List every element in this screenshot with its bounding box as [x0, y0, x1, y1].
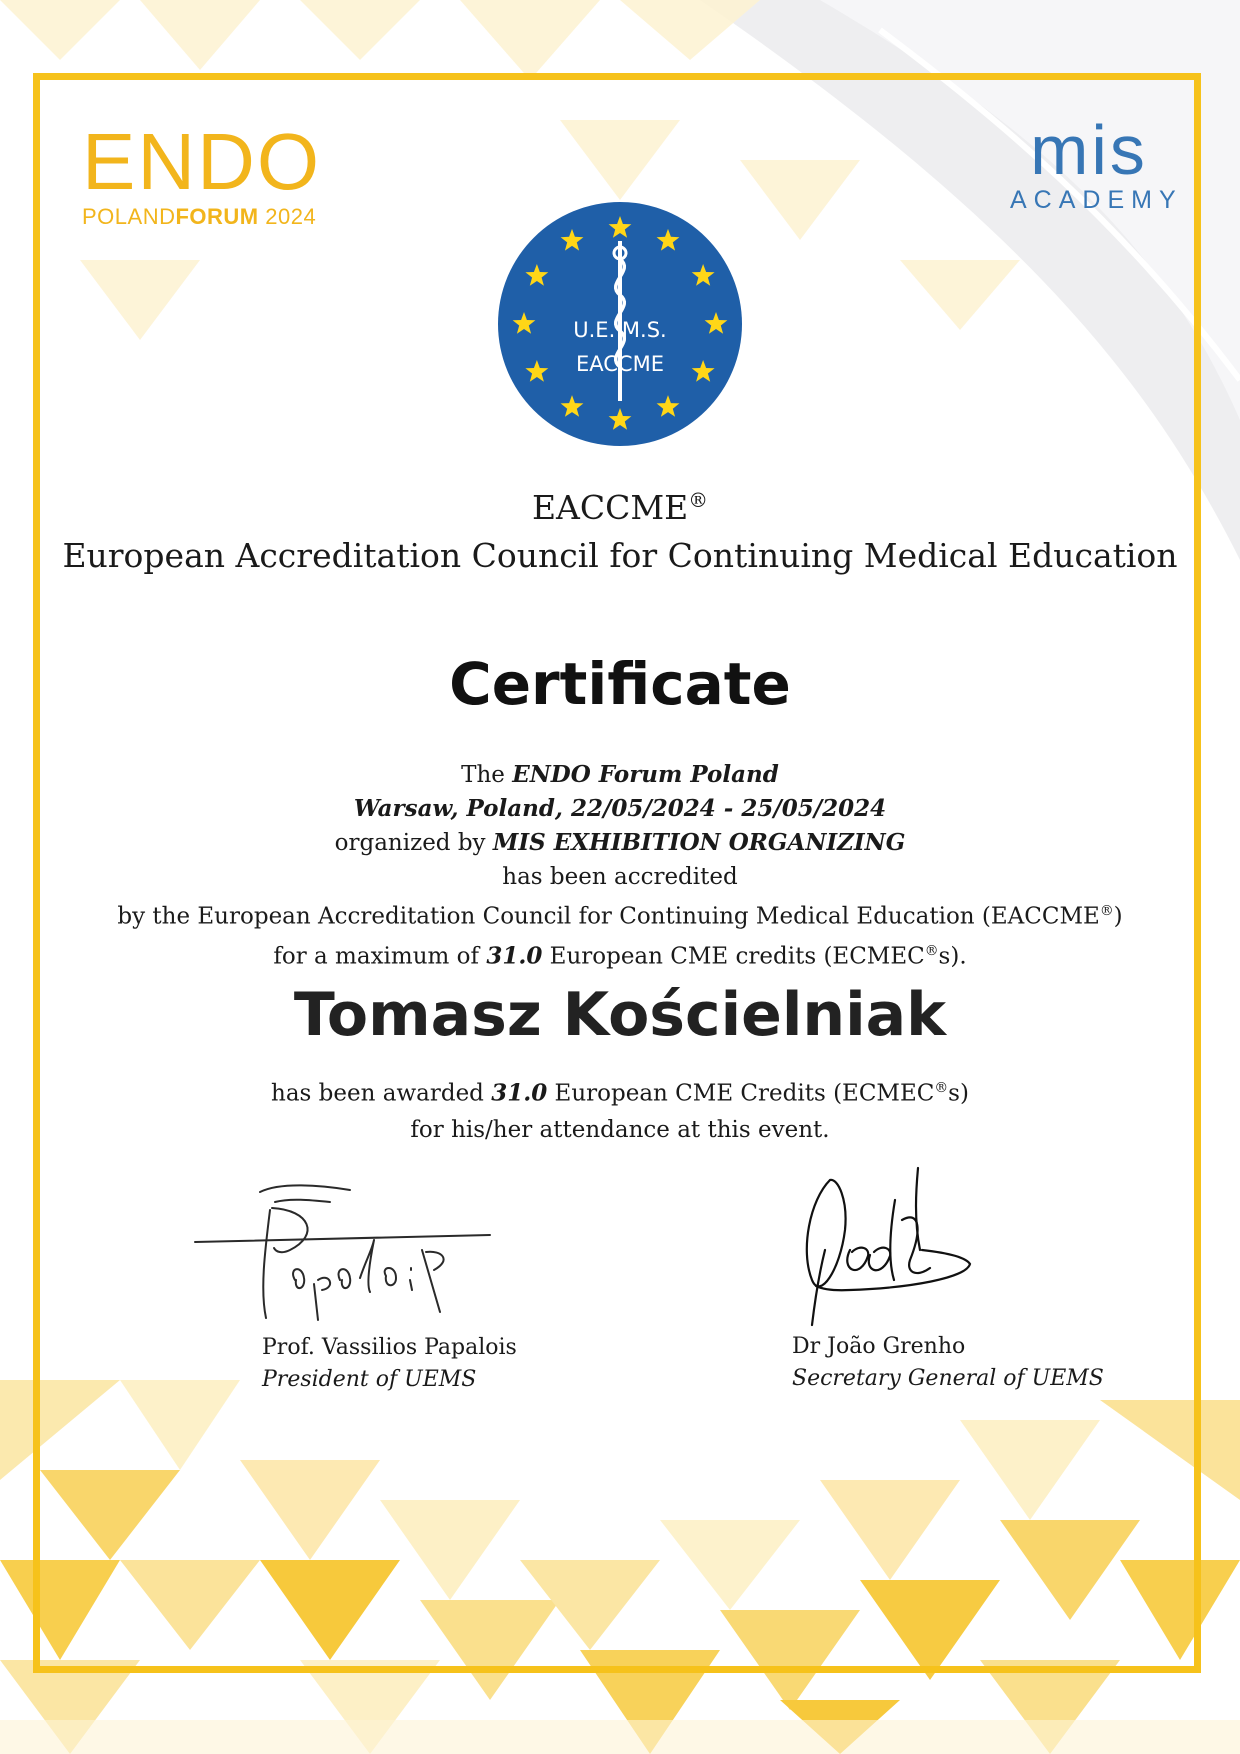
awarded-line — [0, 1070, 1240, 1112]
accredited-by-end: ) — [1113, 903, 1123, 930]
endo-forum-logo — [82, 117, 322, 230]
accreditation-text — [0, 758, 1240, 973]
endo-sub-left: POLAND — [82, 204, 176, 229]
organizer-name: MIS EXHIBITION ORGANIZING — [492, 829, 906, 856]
mis-logo-subtitle: ACADEMY — [1010, 186, 1183, 214]
event-name: ENDO Forum Poland — [512, 761, 779, 788]
endo-sub-bold: FORUM — [175, 204, 259, 229]
attendance-line: for his/her attendance at this event. — [410, 1116, 830, 1143]
accredited-by-text: by the European Accreditation Council for Continuing Medical Education (EACCME — [117, 903, 1100, 930]
signatory-2-name: Dr João Grenho — [792, 1334, 966, 1359]
signatory-1-name: Prof. Vassilios Papalois — [262, 1335, 517, 1360]
registered-mark: ® — [1099, 903, 1114, 919]
max-credits-line — [0, 934, 1240, 974]
max-prefix: for a maximum of — [273, 943, 487, 970]
awarded-end: s) — [948, 1080, 969, 1107]
mis-logo-word: mis — [1030, 111, 1148, 189]
recipient-name: Tomasz Kościelniak — [293, 980, 947, 1050]
registered-mark: ® — [688, 489, 709, 512]
max-suffix: European CME credits (ECMEC — [542, 943, 925, 970]
accredited-line: has been accredited — [502, 864, 738, 890]
registered-mark: ® — [924, 942, 939, 959]
emblem-text-eaccme: EACCME — [576, 352, 664, 376]
registered-mark: ® — [934, 1080, 949, 1096]
award-text — [0, 1070, 1240, 1148]
organizer-prefix: organized by — [334, 830, 493, 856]
certificate-title: Certificate — [449, 650, 791, 718]
max-end: s). — [938, 943, 967, 970]
event-prefix: The — [461, 762, 513, 788]
signature-grenho — [790, 1160, 990, 1330]
endo-logo-word: ENDO — [82, 117, 322, 206]
event-location-dates: Warsaw, Poland, 22/05/2024 - 25/05/2024 — [353, 795, 887, 822]
emblem-text-uems: U.E. M.S. — [573, 318, 667, 342]
accredited-by-line — [0, 894, 1240, 934]
endo-sub-year: 2024 — [258, 204, 317, 229]
endo-logo-subtitle — [82, 204, 321, 230]
event-line — [0, 758, 1240, 792]
signatory-1-role: President of UEMS — [262, 1367, 477, 1392]
council-full-name: European Accreditation Council for Continuing Medical Education — [62, 536, 1178, 575]
awarded-credits-value: 31.0 — [491, 1079, 548, 1107]
max-credits-value: 31.0 — [486, 942, 543, 970]
awarded-prefix: has been awarded — [271, 1080, 492, 1107]
eaccme-abbreviation — [0, 488, 1240, 527]
signatory-2-role: Secretary General of UEMS — [792, 1366, 1104, 1391]
awarded-suffix: European CME Credits (ECMEC — [547, 1080, 935, 1107]
organizer-line — [0, 826, 1240, 860]
mis-academy-logo — [1010, 111, 1183, 215]
signatory-1 — [262, 1332, 517, 1396]
signatory-2 — [792, 1331, 1104, 1395]
event-dates-line — [0, 792, 1240, 826]
uems-eaccme-emblem — [497, 201, 743, 447]
abbr-text: EACCME — [531, 488, 689, 527]
signature-papalois — [190, 1180, 510, 1330]
